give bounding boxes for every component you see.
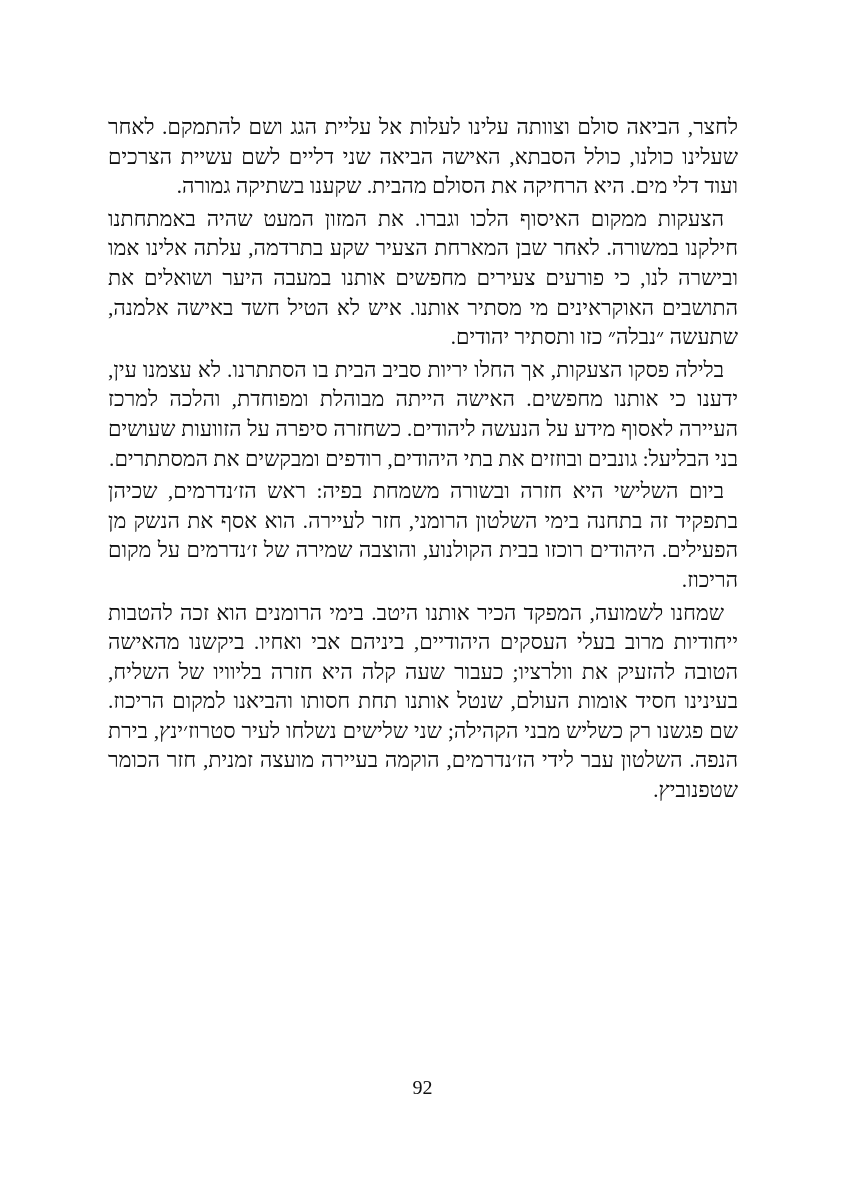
page-number: 92 (412, 1077, 433, 1099)
paragraph-2: הצעקות ממקום האיסוף הלכו וגברו. את המזון המעט שהיה באמתחתנו חילקנו במשורה. לאחר שבן המארחת הצעיר שקע בתרדמה, עלתה אלינו אמו ובישרה לנו, כי פורעים צעירים מחפשים אותנו במעבה היער ושואלים את התושבים האוקראינים מי מסתיר אותנו. איש לא הטיל חשד באישה אלמנה, שתעשה ״נבלה״ כזו ותסתיר יהודים. (108, 206, 738, 350)
paragraph-4: ביום השלישי היא חזרה ובשורה משמחת בפיה: ראש הז׳נדרמים, שכיהן בתפקיד זה בתחנה בימי השלטון הרומני, חזר לעיירה. הוא אסף את הנשק מן הפעילים. היהודים רוכזו בבית הקולנוע, והוצבה שמירה של ז׳נדרמים על מקום הריכוז. (108, 479, 738, 592)
paragraph-1: לחצר, הביאה סולם וצוותה עלינו לעלות אל עליית הגג ושם להתמקם. לאחר שעלינו כולנו, כולל הסבתא, האישה הביאה שני דליים לשם עשיית הצרכים ועוד דלי מים. היא הרחיקה את הסולם מהבית. שקענו בשתיקה גמורה. (108, 115, 738, 199)
document-body (108, 113, 738, 809)
paragraph-5: שמחנו לשמועה, המפקד הכיר אותנו היטב. בימי הרומנים הוא זכה להטבות ייחודיות מרוב בעלי העסקים היהודיים, ביניהם אבי ואחיו. ביקשנו מהאישה הטובה להזעיק את וולרציו; כעבור שעה קלה היא חזרה בליוויו של השליח, בעינינו חסיד אומות העולם, שנטל אותנו תחת חסותו והביאנו למקום הריכוז. שם פגשנו רק כשליש מבני הקהילה; שני שלישים נשלחו לעיר סטרוז׳ינץ, בירת הנפה. השלטון עבר לידי הז׳נדרמים, הוקמה בעיירה מועצה זמנית, חזר הכומר שטפנוביץ. (108, 600, 738, 803)
paragraph-3: בלילה פסקו הצעקות, אך החלו יריות סביב הבית בו הסתתרנו. לא עצמנו עין, ידענו כי אותנו מחפשים. האישה הייתה מבוהלת ומפוחדת, והלכה למרכז העיירה לאסוף מידע על הנעשה ליהודים. כשחזרה סיפרה על הזוועות שעושים בני הבליעל: גונבים ובוזזים את בתי היהודים, רודפים ומבקשים את המסתתרים. (108, 357, 738, 471)
